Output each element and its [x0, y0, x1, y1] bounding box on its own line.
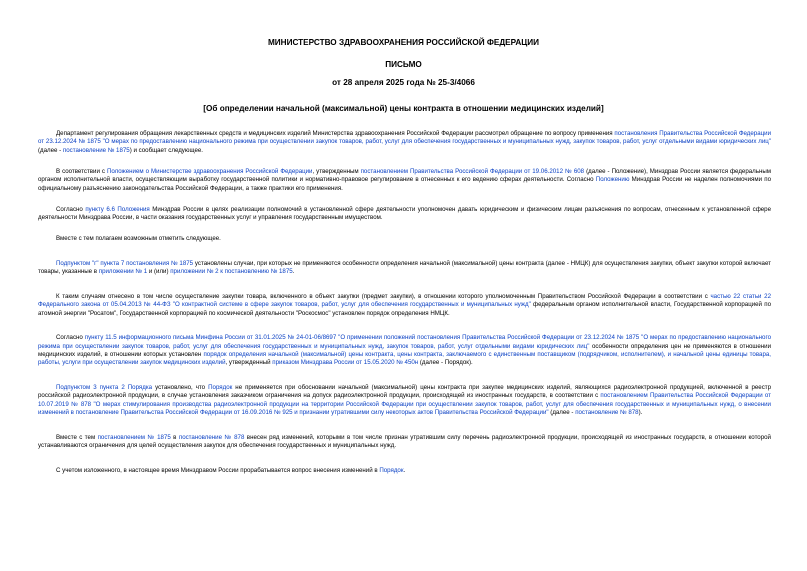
- link-clause-6-6[interactable]: пункту 6.6 Положения: [85, 205, 150, 213]
- paragraph-6: К таким случаям отнесено в том числе осуществление закупки товара, включенного в объект закупки (предмет закупки), в отношении которого уполномоченным Правительством Российской Федерации в соответствии с частью 22 статьи 22 Федерального закона от 05.04.2013 № 44-ФЗ "О контрактной системе в сфере закупок товаров, работ, услуг для обеспечения государственных и муниципальных нужд" федеральным органом исполнительной власти, Государственной корпорацией по атомной энергии "Росатом", Государственной корпорацией по космической деятельности "Роскосмос" установлен порядок определения НМЦК.: [38, 293, 771, 317]
- link-law-44-fz[interactable]: частью 22 статьи 22 Федерального закона от 05.04.2013 № 44-ФЗ "О контрактной системе в сфере закупок товаров, работ, услуг для обеспечения государственных и муниципальных нужд": [38, 293, 771, 309]
- document-type: ПИСЬМО: [385, 60, 422, 69]
- paragraph-3: Согласно пункту 6.6 Положения Минздрав России в целях реализации полномочий в установленной сфере деятельности уполномочен давать юридическим и физическим лицам разъяснения по вопросам, отнесенным к установленной сфере деятельности Минздрава России, в части оказания государственных услуг и управления государственным имуществом.: [38, 205, 771, 222]
- link-appendix-1[interactable]: приложении № 1: [98, 268, 148, 276]
- paragraph-4: Вместе с тем полагаем возможным отметить следующее.: [56, 235, 221, 243]
- link-appendix-2[interactable]: приложении № 2 к постановлению № 1875: [170, 268, 293, 276]
- document-subject: [Об определении начальной (максимальной) цены контракта в отношении медицинских изделий]: [203, 104, 604, 113]
- link-procedure-final[interactable]: Порядок: [379, 466, 404, 474]
- paragraph-7: Согласно пункту 11.5 информационного письма Минфина России от 31.01.2025 № 24-01-06/8697 "О применении положений постановления Правительства Российской Федерации от 23.12.2024 № 1875 "О мерах по предоставлению национального режима при осуществлении закупок товаров, работ, услуг для обеспечения государственных и муниципальных нужд, закупок товаров, работ, услуг отдельными видами юридических лиц" особенности определения цен не применяются в отношении медицинских изделий, в отношении которых установлен порядок определения начальной (максимальной) цены контракта, цены контракта, заключаемого с единственным поставщиком (подрядчиком, исполнителем), и начальной цены единицы товара, работы, услуги при осуществлении закупок медицинских изделий, утвержденный приказом Минздрава России от 15.05.2020 № 450н (далее - Порядок).: [38, 334, 771, 367]
- link-ministry-regulation[interactable]: Положением о Министерстве здравоохранения Российской Федерации: [106, 167, 313, 175]
- link-minfin-letter[interactable]: пункту 11.5 информационного письма Минфина России от 31.01.2025 № 24-01-06/8697 "О применении положений постановления Правительства Российской Федерации от 23.12.2024 № 1875 "О мерах по предоставлению национального режима при осуществлении закупок товаров, работ, услуг для обеспечения государственных и муниципальных нужд, закупок товаров, работ, услуг отдельными видами юридических лиц": [38, 334, 771, 350]
- link-resolution-878-ref[interactable]: постановление № 878: [178, 433, 245, 441]
- link-resolution-608[interactable]: постановлением Правительства Российской Федерации от 19.06.2012 № 608: [360, 167, 585, 175]
- ministry-title: МИНИСТЕРСТВО ЗДРАВООХРАНЕНИЯ РОССИЙСКОЙ ФЕДЕРАЦИИ: [267, 38, 540, 47]
- link-order-450n[interactable]: приказом Минздрава России от 15.05.2020 № 450н: [272, 359, 419, 367]
- link-resolution-878-short[interactable]: постановление № 878: [575, 409, 639, 417]
- paragraph-8: Подпунктом 3 пункта 2 Порядка установлено, что Порядок не применяется при обосновании начальной (максимальной) цены контракта при закупке медицинских изделий, являющихся радиоэлектронной продукцией, включенной в реестр российской радиоэлектронной продукции, в случае установления заказчиком ограничения на допуск радиоэлектронной продукции, происходящей из иностранных государств, в соответствии с постановлением Правительства Российской Федерации от 10.07.2019 № 878 "О мерах стимулирования производства радиоэлектронной продукции на территории Российской Федерации при осуществлении закупок товаров, работ, услуг для обеспечения государственных и муниципальных нужд, о внесении изменений в постановление Правительства Российской Федерации от 16.09.2016 № 925 и признании утратившими силу некоторых актов Правительства Российской Федерации" (далее - постановление № 878).: [38, 384, 771, 417]
- paragraph-2: В соответствии с Положением о Министерстве здравоохранения Российской Федерации, утвержденным постановлением Правительства Российской Федерации от 19.06.2012 № 608 (далее - Положение), Минздрав России является федеральным органом исполнительной власти, осуществляющим выработку государственной политики и нормативно-правовое регулирование в отнесенных к его ведению сферах деятельности. Согласно Положению Минздрав России не наделен полномочиями по официальному разъяснению законодательства Российской Федерации, а также практики его применения.: [38, 167, 771, 192]
- link-resolution-878[interactable]: постановлением Правительства Российской Федерации от 10.07.2019 № 878 "О мерах стимулирования производства радиоэлектронной продукции на территории Российской Федерации при осуществлении закупок товаров, работ, услуг для обеспечения государственных и муниципальных нужд, о внесении изменений в постановление Правительства Российской Федерации от 16.09.2016 № 925 и признании утратившими силу некоторых актов Правительства Российской Федерации": [38, 392, 771, 417]
- link-subclause-3-clause-2[interactable]: Подпунктом 3 пункта 2 Порядка: [56, 384, 153, 392]
- link-resolution-1875-short[interactable]: постановление № 1875: [62, 146, 130, 154]
- link-nmck-procedure[interactable]: порядок определения начальной (максимальной) цены контракта, цены контракта, заключаемого с единственным поставщиком (подрядчиком, исполнителем), и начальной цены единицы товара, работы, услуги при осуществлении закупок медицинских изделий: [38, 351, 771, 367]
- link-subclause-g-clause-7[interactable]: Подпунктом "г" пункта 7 постановления № 1875: [56, 260, 194, 268]
- paragraph-9: Вместе с тем постановлением № 1875 в постановление № 878 внесен ряд изменений, которыми в том числе признан утратившим силу перечень радиоэлектронной продукции, происходящей из иностранных государств, в отношении которой устанавливаются ограничения для целей осуществления закупок для обеспечения государственных и муниципальных нужд.: [38, 433, 771, 450]
- paragraph-5: Подпунктом "г" пункта 7 постановления № 1875 установлены случаи, при которых не применяются особенности определения начальной (максимальной) цены контракта (далее - НМЦК) для осуществления закупки, объект закупки которой включает товары, указанные в приложении № 1 и (или) приложении № 2 к постановлению № 1875.: [38, 260, 771, 276]
- link-resolution-1875-ref[interactable]: постановлением № 1875: [97, 433, 171, 441]
- paragraph-1: Департамент регулирования обращения лекарственных средств и медицинских изделий Министерства здравоохранения Российской Федерации рассмотрел обращение по вопросу применения постановления Правительства Российской Федерации от 23.12.2024 № 1875 "О мерах по предоставлению национального режима при осуществлении закупок товаров, работ, услуг для обеспечения государственных и муниципальных нужд, закупок товаров, работ, услуг отдельными видами юридических лиц" (далее - постановление № 1875) и сообщает следующее.: [38, 130, 772, 154]
- link-procedure[interactable]: Порядок: [208, 384, 233, 392]
- link-resolution-1875[interactable]: постановления Правительства Российской Федерации от 23.12.2024 № 1875 "О мерах по предоставлению национального режима при осуществлении закупок товаров, работ, услуг для обеспечения государственных и муниципальных нужд, закупок товаров, работ, услуг отдельными видами юридических лиц": [38, 130, 772, 146]
- paragraph-10: С учетом изложенного, в настоящее время Минздравом России прорабатывается вопрос внесения изменений в Порядок.: [56, 466, 406, 474]
- link-regulation[interactable]: Положению: [595, 176, 630, 184]
- document-body: [38, 130, 771, 475]
- document-date-number: от 28 апреля 2025 года № 25-3/4066: [332, 78, 475, 87]
